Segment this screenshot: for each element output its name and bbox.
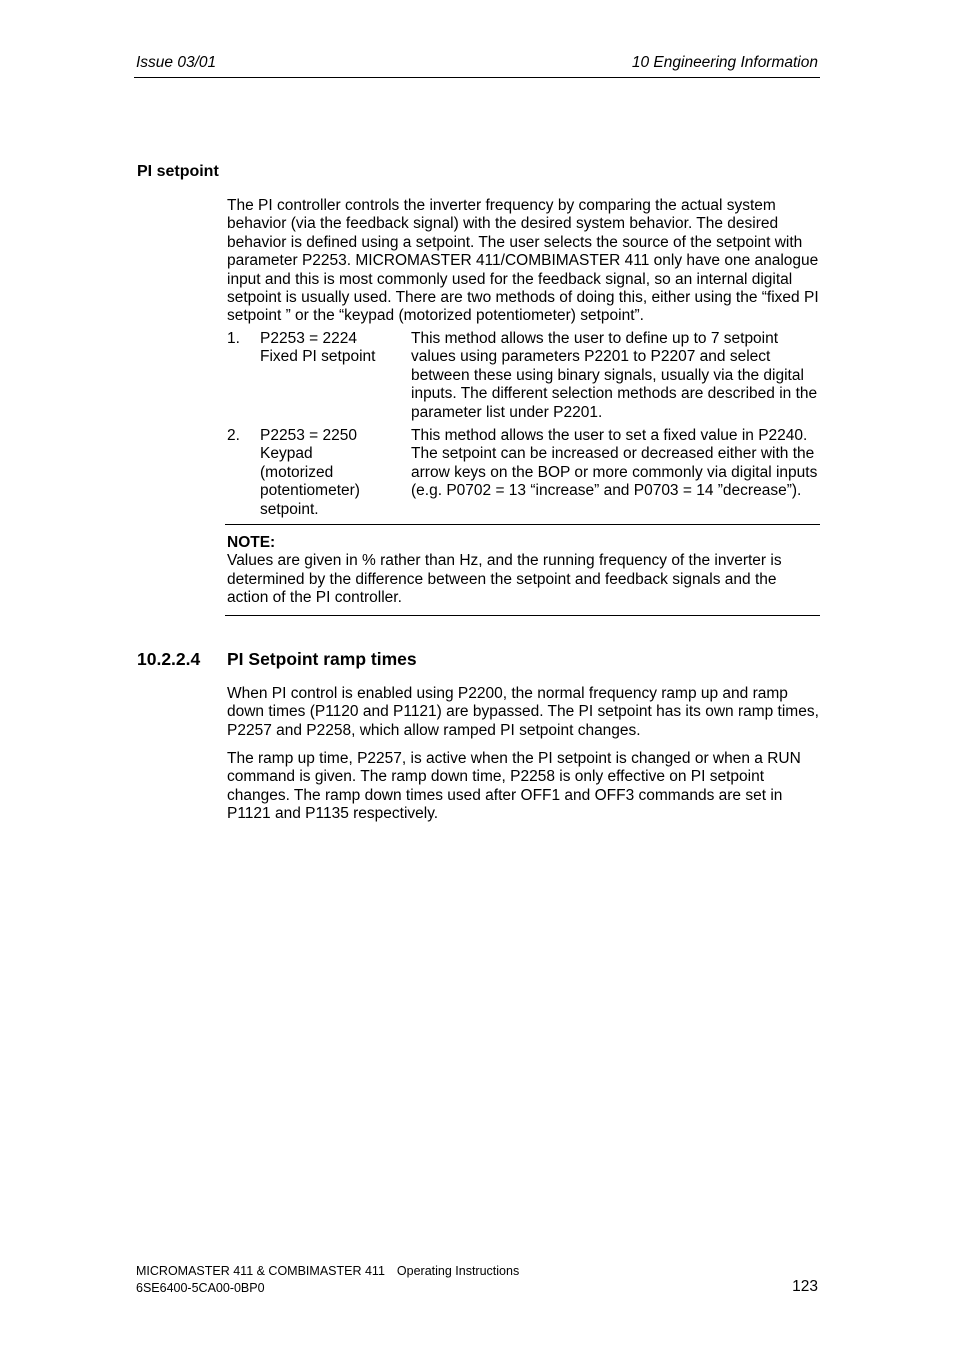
item-label-line: (motorized: [260, 463, 334, 481]
item-description: This method allows the user to set a fixed value in P2240. The setpoint can be increased or decreased either with the arrow keys on the BOP or more commonly via digital inputs (e.g. P0702 = 13 “increase” and P0703 = 14 ”decrease”).: [411, 427, 818, 500]
note-title: NOTE:: [227, 534, 276, 551]
footer-info: [136, 1263, 519, 1297]
item-label-line: P2253 = 2224: [260, 330, 357, 347]
item-number: 2.: [227, 427, 240, 444]
intro-paragraph: The PI controller controls the inverter frequency by comparing the actual system behavior (via the feedback signal) with the desired system behavior. The desired behavior is defined using a setpoint. The user selects the source of the setpoint with parameter P2253. MICROMASTER 411/COMBIMASTER 411 only have one analogue input and this is most commonly used for the feedback signal, so an internal digital setpoint is usually used. There are two methods of doing this, either using the “fixed PI setpoint ” or the “keypad (motorized potentiometer) setpoint”.: [227, 197, 819, 325]
footer-product-line: [136, 1263, 519, 1280]
item-label-line: potentiometer): [260, 482, 360, 500]
table-bottom-rule: [225, 524, 820, 525]
ramp-paragraph-1: When PI control is enabled using P2200, the normal frequency ramp up and ramp down times (P1120 and P1121) are bypassed. The PI setpoint has its own ramp times, P2257 and P2258, which allow ramped PI setpoint changes.: [227, 685, 819, 739]
item-label-line: P2253 = 2250: [260, 427, 357, 444]
item-number: 1.: [227, 330, 240, 347]
header-rule: [134, 77, 820, 78]
subsection-number: 10.2.2.4: [137, 649, 201, 669]
item-label: [260, 427, 400, 519]
footer-order-number: 6SE6400-5CA00-0BP0: [136, 1281, 265, 1295]
subsection-title: PI Setpoint ramp times: [227, 649, 417, 669]
header-chapter: 10 Engineering Information: [631, 54, 818, 71]
page-number: 123: [792, 1278, 818, 1295]
note-block: [227, 534, 819, 608]
header-issue: Issue 03/01: [136, 54, 217, 71]
note-text: Values are given in % rather than Hz, and the running frequency of the inverter is determined by the difference between the setpoint and feedback signals and the action of the PI controller.: [227, 552, 782, 607]
item-description: This method allows the user to define up to 7 setpoint values using parameters P2201 to P2207 and select between these using binary signals, usually via the digital inputs. The different selection methods are described in the parameter list under P2201.: [411, 330, 818, 421]
item-label-line: Keypad: [260, 445, 313, 463]
note-bottom-rule: [225, 615, 820, 616]
footer-doc-type: Operating Instructions: [396, 1264, 520, 1278]
item-label-line: Fixed PI setpoint: [260, 348, 376, 366]
footer-product: MICROMASTER 411 & COMBIMASTER 411: [136, 1264, 385, 1278]
item-label-line: setpoint.: [260, 500, 319, 518]
section-heading: PI setpoint: [137, 163, 219, 180]
item-label: [260, 330, 400, 367]
ramp-paragraph-2: The ramp up time, P2257, is active when the PI setpoint is changed or when a RUN command is given. The ramp down time, P2258 is only effective on PI setpoint changes. The ramp down times used after OFF1 and OFF3 commands are set in P1121 and P1135 respectively.: [227, 750, 801, 823]
